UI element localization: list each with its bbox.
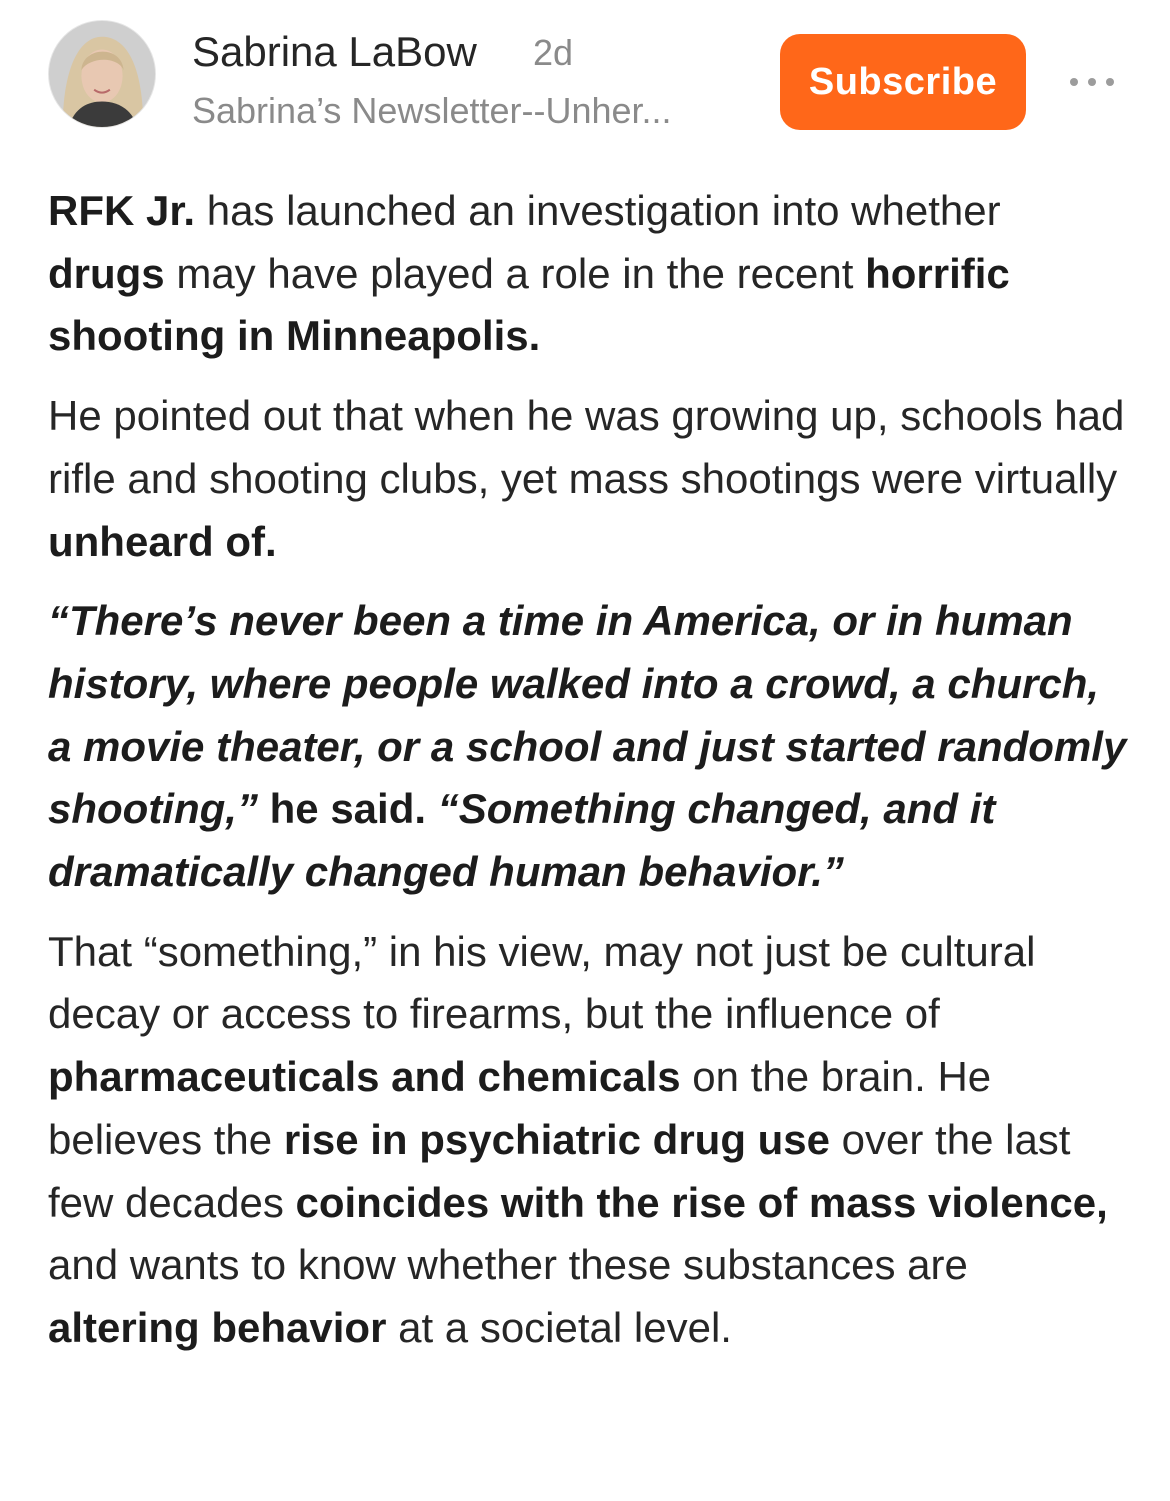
paragraph-4: [48, 921, 1128, 1360]
more-dot: [1106, 78, 1114, 86]
author-name[interactable]: Sabrina LaBow: [192, 28, 477, 75]
more-horizontal-icon[interactable]: [1070, 70, 1114, 94]
body-text: over the last few decades: [48, 1115, 1071, 1226]
quote-text: “Something changed, and it dramatically changed human behavior.”: [48, 785, 996, 896]
post-age: 2d: [533, 32, 574, 73]
paragraph-1: [48, 180, 1128, 368]
bold-text: horrific shooting in Minneapolis.: [48, 249, 1010, 360]
bold-text: altering behavior: [48, 1303, 387, 1351]
paragraph-2: [48, 385, 1128, 573]
body-text: has launched an investigation into whether: [195, 187, 1001, 234]
publication-name[interactable]: Sabrina’s Newsletter--Unher...: [192, 90, 672, 131]
more-dot: [1088, 78, 1096, 86]
bold-text: rise in psychiatric drug use: [283, 1115, 831, 1163]
quote-text: “There’s never been a time in America, or in human history, where people walked into a crowd, a church, a movie theater, or a school and just started randomly shooting,”: [48, 597, 1127, 833]
subscribe-button[interactable]: Subscribe: [780, 34, 1026, 130]
body-text: on the brain. He believes the: [48, 1053, 992, 1163]
bold-text: RFK Jr.: [48, 187, 196, 234]
post-header: [0, 0, 1170, 150]
bold-text: drugs: [48, 249, 165, 297]
body-text: and wants to know whether these substances are: [48, 1241, 968, 1289]
avatar-photo: [49, 21, 155, 127]
body-text: may have played a role in the recent: [164, 249, 866, 297]
body-text: That “something,” in his view, may not just be cultural decay or access to firearms, but the influence of: [48, 927, 1036, 1038]
body-text: at a societal level.: [386, 1303, 732, 1351]
post-body: [48, 180, 1128, 1377]
bold-text: he said.: [257, 785, 438, 833]
more-dot: [1070, 78, 1078, 86]
body-text: He pointed out that when he was growing up, schools had rifle and shooting clubs, yet mass shootings were virtually: [48, 392, 1125, 502]
bold-text: unheard of.: [48, 517, 277, 565]
author-avatar[interactable]: [48, 20, 156, 128]
bold-text: pharmaceuticals and chemicals: [48, 1053, 681, 1101]
bold-text: coincides with the rise of mass violence,: [295, 1178, 1108, 1226]
paragraph-3-quote: [48, 590, 1128, 904]
